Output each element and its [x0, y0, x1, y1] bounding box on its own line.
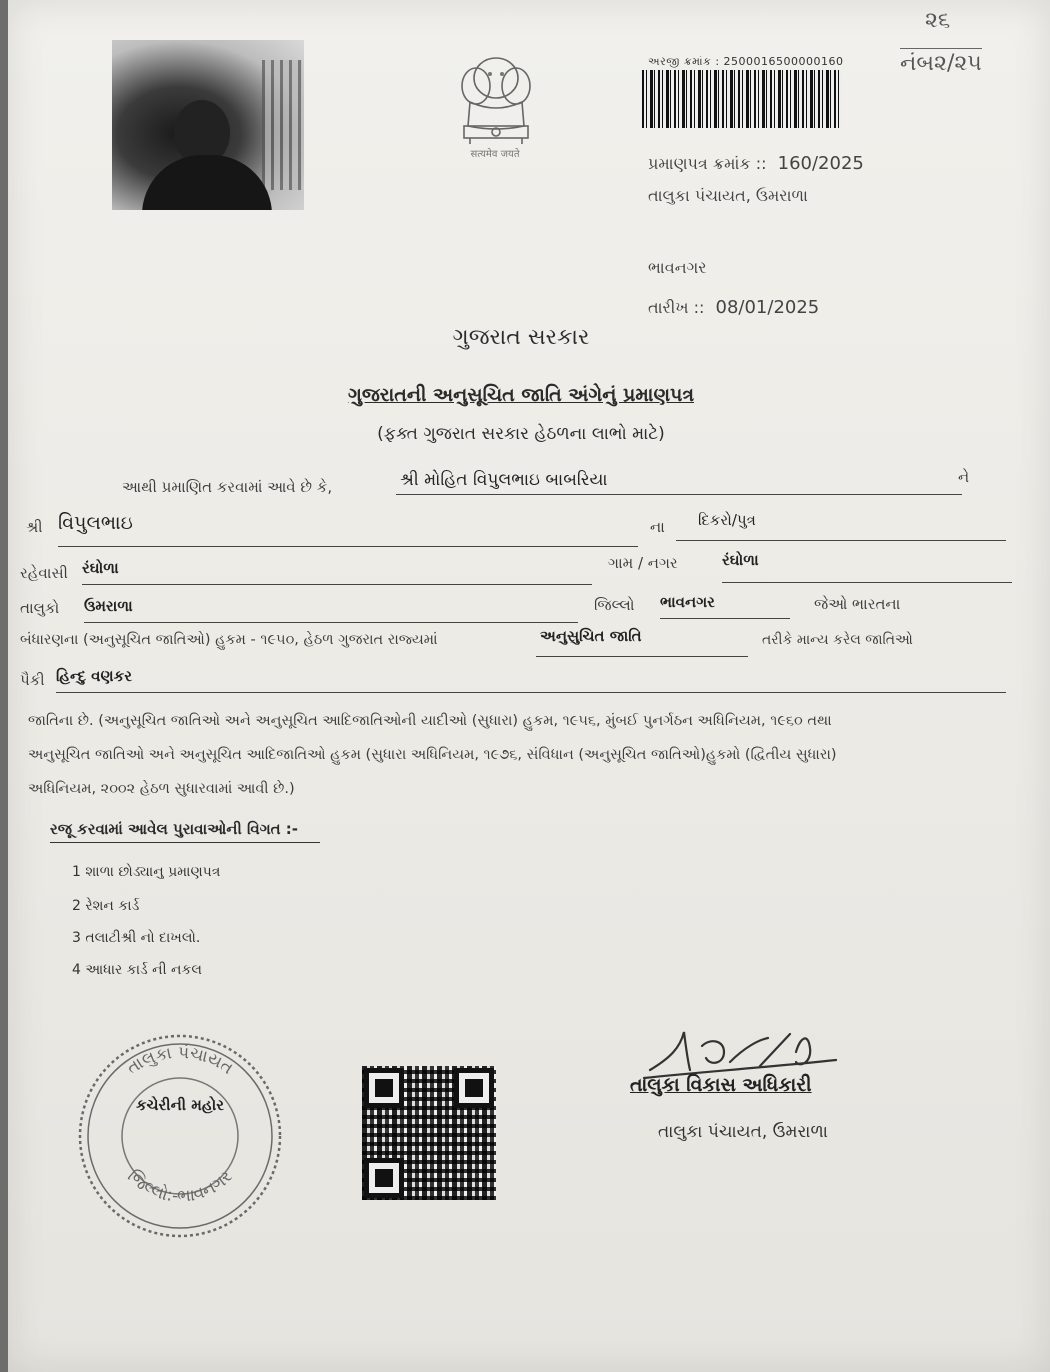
- relation-label: ના: [650, 518, 665, 536]
- constitution-suffix: જેઓ ભારતના: [814, 595, 901, 613]
- legal-paragraph-line: અનુસૂચિત જાતિઓ અને અનુસૂચિત આદિજાતિઓ હુકમ (સુધારા અધિનિયમ, ૧૯૭૬, સંવિધાન (અનુસૂચિત જાતિઓ)હુકમો (દ્વિતીય સુધારા): [28, 747, 837, 763]
- issuer-office: તાલુકા પંચાયત, ઉમરાળા: [648, 186, 808, 205]
- resident-line: [82, 558, 592, 585]
- district-line: [660, 592, 790, 619]
- issuer-district: ભાવનગર: [648, 258, 707, 277]
- taluka-value: ઉમરાળા: [84, 597, 133, 615]
- category-line: [536, 626, 748, 657]
- village-line: [722, 550, 1012, 583]
- resident-label: રહેવાસી: [20, 564, 68, 582]
- father-prefix: શ્રી: [26, 518, 43, 536]
- certificate-number-line: [648, 153, 864, 174]
- caste-value: હિન્દુ વણકર: [56, 667, 132, 685]
- seal-ring-top: તાલુકા પંચાયત: [123, 1042, 237, 1079]
- qr-code: [362, 1066, 496, 1200]
- certify-label: આથી પ્રમાણિત કરવામાં આવે છે કે,: [122, 478, 333, 496]
- category-value: અનુસુચિત જાતિ: [540, 627, 642, 645]
- among-label: પૈકી: [20, 671, 45, 689]
- legal-paragraph-line: અધિનિયમ, ૨૦૦૨ હેઠળ સુધારવામાં આવી છે.): [28, 781, 295, 797]
- holder-name-line: [396, 470, 962, 495]
- svg-text:જિલ્લો:-ભાવનગર: [123, 1166, 237, 1207]
- relation-line: [676, 510, 1006, 541]
- holder-name: શ્રી મોહિત વિપુલભાઇ બાબરિયા: [400, 470, 608, 490]
- holder-suffix: ને: [958, 468, 970, 486]
- application-number-label: અરજી ક્રમાંક :: [648, 55, 720, 68]
- office-seal: [72, 1028, 287, 1243]
- certificate-purpose-note: (ફક્ત ગુજરાત સરકાર હેઠળના લાભો માટે): [377, 424, 665, 444]
- district-label: જિલ્લો: [594, 596, 635, 614]
- evidence-heading: રજૂ કરવામાં આવેલ પુરાવાઓની વિગત :-: [50, 820, 320, 843]
- barcode: [642, 70, 842, 128]
- village-label: ગામ / નગર: [608, 554, 678, 572]
- application-number-line: [648, 55, 844, 69]
- recognized-text: તરીકે માન્ય કરેલ જાતિઓ: [762, 632, 913, 648]
- emblem-motto: सत्यमेव जयते: [470, 149, 520, 160]
- seal-ring-bottom: જિલ્લો:-ભાવનગર: [123, 1166, 237, 1207]
- taluka-line: [84, 596, 578, 623]
- village-value: રંઘોળા: [722, 551, 759, 569]
- caste-line: [56, 666, 1006, 693]
- signatory-title: તાલુકા વિકાસ અધિકારી: [630, 1074, 812, 1096]
- corner-note-number: ૨૬: [925, 8, 951, 33]
- date-value: 08/01/2025: [715, 297, 820, 318]
- application-number-value: 2500016500000160: [723, 55, 844, 68]
- legal-paragraph-line: જાતિના છે. (અનુસૂચિત જાતિઓ અને અનુસૂચિત આદિજાતિઓની યાદીઓ (સુધારા) હુકમ, ૧૯૫૬, મુંબઈ પુનર્ગઠન અધિનિયમ, ૧૯૬૦ તથા: [28, 713, 832, 729]
- svg-text:તાલુકા પંચાયત: [123, 1043, 236, 1079]
- date-line: [648, 297, 819, 318]
- evidence-item: 4 આધાર કાર્ડ ની નકલ: [72, 962, 202, 978]
- district-value: ભાવનગર: [660, 593, 715, 611]
- certificate-number-label: પ્રમાણપત્ર ક્રમાંક ::: [648, 154, 767, 173]
- evidence-item: 1 શાળા છોડ્યાનુ પ્રમાણપત્ર: [72, 864, 221, 880]
- father-name: વિપુલભાઇ: [58, 512, 133, 534]
- date-label: તારીખ ::: [648, 298, 705, 317]
- national-emblem-icon: [440, 40, 552, 190]
- seal-center-text: કચેરીની મહોર: [135, 1096, 225, 1114]
- applicant-photo: [112, 40, 304, 210]
- evidence-item: 2 રેશન કાર્ડ: [72, 898, 140, 914]
- signatory-office: તાલુકા પંચાયત, ઉમરાળા: [658, 1122, 828, 1142]
- legal-paragraph: [28, 704, 998, 806]
- certificate-number-value: 160/2025: [777, 153, 864, 174]
- relation-value: દિકરો/પુત્ર: [698, 511, 756, 529]
- constitution-order-text: બંધારણના (અનુસૂચિત જાતિઓ) હુકમ - ૧૯૫૦, હેઠળ ગુજરાત રાજ્યમાં: [20, 632, 438, 648]
- corner-note-reference: નંબ૨/૨૫: [900, 48, 982, 76]
- resident-value: રંઘોળા: [82, 559, 119, 577]
- evidence-item: 3 તલાટીશ્રી નો દાખલો.: [72, 930, 201, 946]
- father-name-line: [58, 512, 638, 547]
- issuing-government: ગુજરાત સરકાર: [452, 325, 590, 350]
- taluka-label: તાલુકો: [20, 599, 60, 617]
- certificate-title: ગુજરાતની અનુસૂચિત જાતિ અંગેનું પ્રમાણપત્ર: [347, 384, 695, 406]
